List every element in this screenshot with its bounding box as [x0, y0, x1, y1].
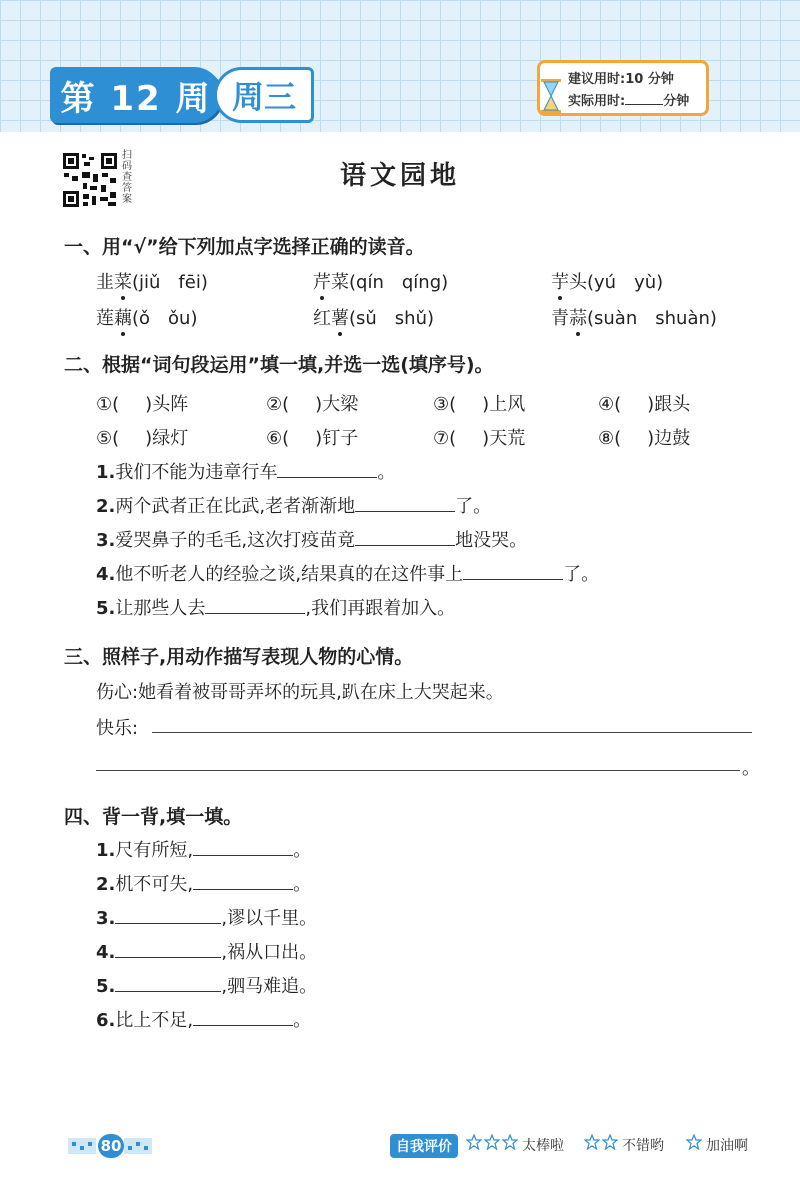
star-icon[interactable]	[502, 1134, 518, 1150]
section2-heading: 二、根据“词句段运用”填一填,并选一选(填序号)。	[64, 354, 494, 376]
sentence-item: 3.爱哭鼻子的毛毛,这次打疫苗竟 地没哭。	[96, 530, 528, 551]
fill-blank[interactable]	[205, 597, 305, 614]
recite-item: 5. ,驷马难追。	[96, 976, 318, 997]
star-icon[interactable]	[602, 1134, 618, 1150]
option-item[interactable]: ②( )大梁	[266, 394, 359, 415]
pinyin-item[interactable]: 莲藕(ǒ ǒu)	[96, 308, 198, 329]
hourglass-icon	[538, 77, 564, 115]
answer-line[interactable]	[96, 770, 740, 771]
section1-heading: 一、用“√”给下列加点字选择正确的读音。	[64, 236, 425, 258]
sentence-item: 2.两个武者正在比武,老者渐渐地 了。	[96, 496, 492, 517]
recite-item: 2.机不可失, 。	[96, 874, 312, 895]
actual-time-blank[interactable]	[625, 92, 663, 105]
self-eval-label: 自我评价	[390, 1134, 458, 1158]
sentence-item: 5.让那些人去 ,我们再跟着加入。	[96, 598, 456, 619]
pinyin-item[interactable]: 红薯(sǔ shǔ)	[313, 308, 435, 329]
time-box	[537, 60, 709, 116]
option-item[interactable]: ⑤( )绿灯	[96, 428, 189, 449]
option-item[interactable]: ①( )头阵	[96, 394, 189, 415]
actual-time: 实际用时: 分钟	[568, 94, 690, 109]
recite-item: 6.比上不足, 。	[96, 1010, 312, 1031]
option-item[interactable]: ⑧( )边鼓	[598, 428, 691, 449]
star-icon[interactable]	[466, 1134, 482, 1150]
pinyin-item[interactable]: 芋头(yú yù)	[551, 272, 664, 293]
fill-blank[interactable]	[193, 873, 293, 890]
section4-heading: 四、背一背,填一填。	[64, 806, 243, 828]
rating-good: 不错哟	[622, 1138, 664, 1154]
fill-blank[interactable]	[193, 839, 293, 856]
qr-label: 扫码查答案	[122, 150, 132, 205]
rating-keep-going: 加油啊	[706, 1138, 748, 1154]
option-item[interactable]: ⑥( )钉子	[266, 428, 359, 449]
recite-item: 1.尺有所短, 。	[96, 840, 312, 861]
example-sentence: 伤心:她看着被哥哥弄坏的玩具,趴在床上大哭起来。	[96, 682, 504, 703]
fill-blank[interactable]	[463, 563, 563, 580]
option-item[interactable]: ⑦( )天荒	[433, 428, 526, 449]
fill-blank[interactable]	[355, 495, 455, 512]
fill-blank[interactable]	[193, 1009, 293, 1026]
star-icon[interactable]	[686, 1134, 702, 1150]
day-label: 周三	[214, 67, 314, 123]
page-title: 语文园地	[339, 161, 460, 191]
pinyin-item[interactable]: 芹菜(qín qíng)	[313, 272, 449, 293]
fill-blank[interactable]	[115, 941, 221, 958]
sentence-item: 4.他不听老人的经验之谈,结果真的在这件事上 了。	[96, 564, 600, 585]
section3-heading: 三、照样子,用动作描写表现人物的心情。	[64, 646, 414, 668]
pinyin-item[interactable]: 青蒜(suàn shuàn)	[551, 308, 717, 329]
fill-blank[interactable]	[115, 975, 221, 992]
star-icon[interactable]	[584, 1134, 600, 1150]
rating-great: 太棒啦	[522, 1138, 564, 1154]
recite-item: 3. ,谬以千里。	[96, 908, 318, 929]
fill-blank[interactable]	[115, 907, 221, 924]
recite-item: 4. ,祸从口出。	[96, 942, 318, 963]
period-mark: 。	[742, 758, 760, 779]
answer-line[interactable]	[152, 732, 752, 733]
option-item[interactable]: ③( )上风	[433, 394, 526, 415]
option-item[interactable]: ④( )跟头	[598, 394, 691, 415]
prompt-label: 快乐:	[96, 718, 139, 739]
pinyin-item[interactable]: 韭菜(jiǔ fēi)	[96, 272, 208, 293]
week-label: 第 12 周	[50, 67, 222, 123]
sentence-item: 1.我们不能为违章行车 。	[96, 462, 396, 483]
fill-blank[interactable]	[355, 529, 455, 546]
suggested-time: 建议用时:10 分钟	[568, 72, 674, 87]
star-icon[interactable]	[484, 1134, 500, 1150]
fill-blank[interactable]	[277, 461, 377, 478]
page-number: 80	[98, 1134, 124, 1158]
header-banner	[0, 0, 800, 132]
